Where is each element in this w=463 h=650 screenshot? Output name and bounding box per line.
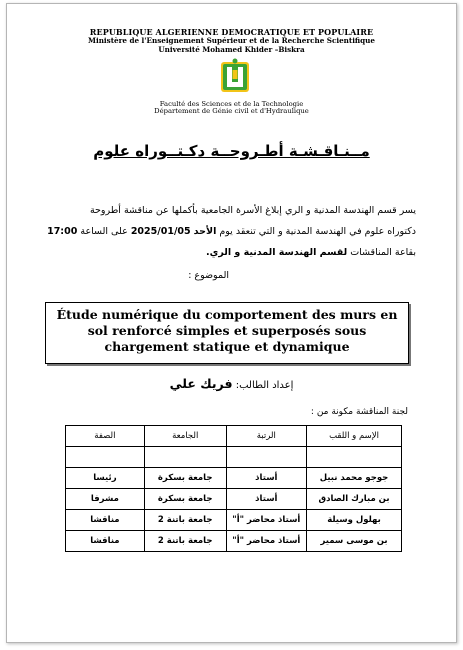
column-header: الجامعة xyxy=(144,426,226,447)
jury-header-row xyxy=(66,426,402,447)
jury-role: مناقشا xyxy=(66,531,145,552)
jury-name: بهلول وسيلة xyxy=(307,510,402,531)
jury-name: جوجو محمد نبيل xyxy=(307,468,402,489)
page-title: مــنـاقـشـة أطـروحــة دكـتــوراه علوم xyxy=(93,142,370,160)
jury-table xyxy=(65,425,402,552)
column-header: الصفة xyxy=(66,426,145,447)
university-logo xyxy=(220,58,250,94)
jury-rank: أستاذ محاضر "أ" xyxy=(226,531,306,552)
announcement-line-2: دكتوراه علوم في الهندسة المدنية و التي تنعقد يوم الأحد 2025/01/05 على الساعة 17:00 xyxy=(47,226,416,237)
table-row xyxy=(66,531,402,552)
table-row xyxy=(66,489,402,510)
jury-university: جامعة باتنة 2 xyxy=(144,510,226,531)
committee-label: لجنة المناقشة مكونة من : xyxy=(310,407,408,417)
defense-date: 2025/01/05 xyxy=(130,226,191,237)
jury-university: جامعة باتنة 2 xyxy=(144,531,226,552)
jury-role: مناقشا xyxy=(66,510,145,531)
document-page xyxy=(6,3,457,643)
university-header: Université Mohamed Khider –Biskra xyxy=(158,45,305,54)
jury-name: بن موسى سمير xyxy=(307,531,402,552)
defense-location: لقسم الهندسة المدنية و الري. xyxy=(206,247,348,258)
jury-name: بن مبارك الصادق xyxy=(307,489,402,510)
jury-university: جامعة بسكرة xyxy=(144,489,226,510)
defense-day: الأحد xyxy=(193,226,217,237)
student-name: فريك علي xyxy=(169,376,233,391)
student-line xyxy=(7,376,456,391)
jury-rank: أستاذ محاضر "أ" xyxy=(226,510,306,531)
ministry-header: Ministère de l'Enseignement Supérieur et de la Recherche Scientifique xyxy=(88,36,375,45)
jury-rank: أستاذ xyxy=(226,468,306,489)
column-header: الإسم و اللقب xyxy=(307,426,402,447)
jury-role: رئيسا xyxy=(66,468,145,489)
republic-header: REPUBLIQUE ALGERIENNE DEMOCRATIQUE ET POPULAIRE xyxy=(89,27,374,37)
thesis-subject-box: Étude numérique du comportement des murs en sol renforcé simples et superposés sous chargement statique et dynamique xyxy=(45,302,409,364)
topic-label: الموضوع : xyxy=(188,270,229,281)
table-row xyxy=(66,468,402,489)
announcement-line-3: بقاعة المناقشات لقسم الهندسة المدنية و الري. xyxy=(206,247,416,258)
defense-time: 17:00 xyxy=(47,226,78,237)
announcement-line-1: يسر قسم الهندسة المدنية و الري إبلاغ الأسرة الجامعية بأكملها عن مناقشة أطروحة xyxy=(89,205,416,216)
department-header: Département de Génie civil et d'Hydraulique xyxy=(154,107,309,115)
jury-rank: أستاذ xyxy=(226,489,306,510)
faculty-header: Faculté des Sciences et de la Technologie xyxy=(159,100,304,108)
student-label: إعداد الطالب: xyxy=(235,380,294,391)
column-header: الرتبة xyxy=(226,426,306,447)
jury-role: مشرفا xyxy=(66,489,145,510)
jury-university: جامعة بسكرة xyxy=(144,468,226,489)
table-row xyxy=(66,510,402,531)
